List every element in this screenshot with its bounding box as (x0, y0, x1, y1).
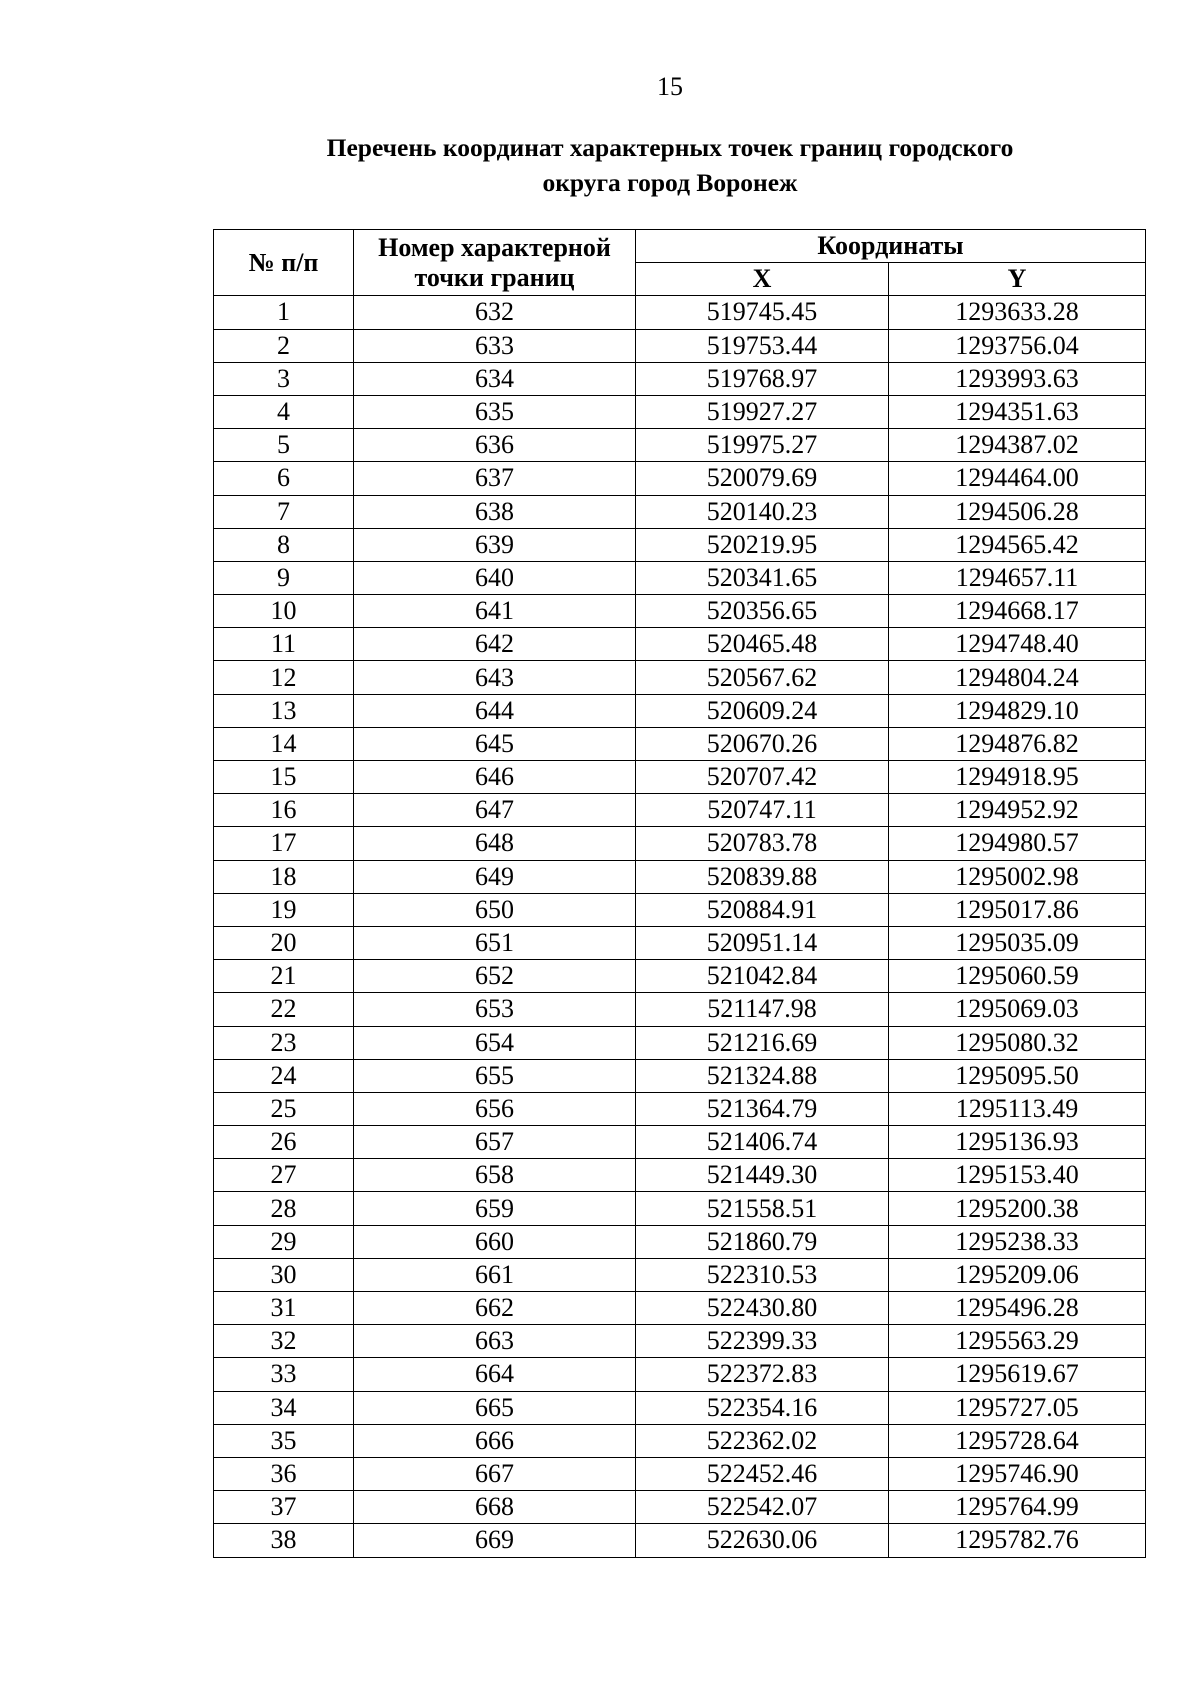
row-number-cell: 21 (214, 960, 354, 993)
title-line-2: округа город Воронеж (542, 168, 798, 197)
point-number-cell: 634 (354, 362, 636, 395)
x-coordinate-cell: 520465.48 (636, 628, 889, 661)
row-number-cell: 24 (214, 1059, 354, 1092)
row-number-cell: 7 (214, 495, 354, 528)
x-coordinate-cell: 522630.06 (636, 1524, 889, 1557)
header-point-line-1: Номер характерной (378, 232, 611, 262)
point-number-cell: 635 (354, 395, 636, 428)
table-row (214, 628, 1146, 661)
row-number-cell: 16 (214, 794, 354, 827)
point-number-cell: 644 (354, 694, 636, 727)
y-coordinate-cell: 1295764.99 (889, 1491, 1146, 1524)
y-coordinate-cell: 1295209.06 (889, 1258, 1146, 1291)
table-row (214, 926, 1146, 959)
table-row (214, 429, 1146, 462)
x-coordinate-cell: 520140.23 (636, 495, 889, 528)
table-row (214, 462, 1146, 495)
x-coordinate-cell: 520707.42 (636, 761, 889, 794)
point-number-cell: 667 (354, 1457, 636, 1490)
header-x: X (636, 263, 889, 296)
y-coordinate-cell: 1294668.17 (889, 595, 1146, 628)
row-number-cell: 6 (214, 462, 354, 495)
y-coordinate-cell: 1295080.32 (889, 1026, 1146, 1059)
point-number-cell: 638 (354, 495, 636, 528)
table-row (214, 727, 1146, 760)
point-number-cell: 666 (354, 1424, 636, 1457)
row-number-cell: 28 (214, 1192, 354, 1225)
point-number-cell: 636 (354, 429, 636, 462)
point-number-cell: 632 (354, 296, 636, 329)
table-body (214, 296, 1146, 1557)
header-point (354, 230, 636, 296)
row-number-cell: 18 (214, 860, 354, 893)
point-number-cell: 640 (354, 561, 636, 594)
row-number-cell: 22 (214, 993, 354, 1026)
row-number-cell: 4 (214, 395, 354, 428)
row-number-cell: 29 (214, 1225, 354, 1258)
x-coordinate-cell: 520670.26 (636, 727, 889, 760)
table-row (214, 960, 1146, 993)
y-coordinate-cell: 1294748.40 (889, 628, 1146, 661)
y-coordinate-cell: 1294876.82 (889, 727, 1146, 760)
table-row (214, 1159, 1146, 1192)
table-row (214, 1457, 1146, 1490)
row-number-cell: 12 (214, 661, 354, 694)
x-coordinate-cell: 522542.07 (636, 1491, 889, 1524)
row-number-cell: 37 (214, 1491, 354, 1524)
table-row (214, 761, 1146, 794)
row-number-cell: 31 (214, 1292, 354, 1325)
row-number-cell: 3 (214, 362, 354, 395)
x-coordinate-cell: 519975.27 (636, 429, 889, 462)
row-number-cell: 38 (214, 1524, 354, 1557)
x-coordinate-cell: 520839.88 (636, 860, 889, 893)
x-coordinate-cell: 520783.78 (636, 827, 889, 860)
table-row (214, 1524, 1146, 1557)
table-row (214, 1059, 1146, 1092)
coordinates-table (213, 229, 1146, 1558)
point-number-cell: 649 (354, 860, 636, 893)
y-coordinate-cell: 1295200.38 (889, 1192, 1146, 1225)
x-coordinate-cell: 521324.88 (636, 1059, 889, 1092)
row-number-cell: 25 (214, 1092, 354, 1125)
y-coordinate-cell: 1294565.42 (889, 528, 1146, 561)
table-row (214, 1126, 1146, 1159)
point-number-cell: 651 (354, 926, 636, 959)
y-coordinate-cell: 1295563.29 (889, 1325, 1146, 1358)
x-coordinate-cell: 521860.79 (636, 1225, 889, 1258)
row-number-cell: 27 (214, 1159, 354, 1192)
y-coordinate-cell: 1295496.28 (889, 1292, 1146, 1325)
x-coordinate-cell: 522310.53 (636, 1258, 889, 1291)
table-row (214, 1258, 1146, 1291)
point-number-cell: 661 (354, 1258, 636, 1291)
x-coordinate-cell: 522430.80 (636, 1292, 889, 1325)
point-number-cell: 669 (354, 1524, 636, 1557)
x-coordinate-cell: 521042.84 (636, 960, 889, 993)
point-number-cell: 641 (354, 595, 636, 628)
table-row (214, 1358, 1146, 1391)
y-coordinate-cell: 1295017.86 (889, 893, 1146, 926)
point-number-cell: 658 (354, 1159, 636, 1192)
row-number-cell: 17 (214, 827, 354, 860)
point-number-cell: 643 (354, 661, 636, 694)
y-coordinate-cell: 1294952.92 (889, 794, 1146, 827)
header-coordinates: Координаты (636, 230, 1146, 263)
header-y: Y (889, 263, 1146, 296)
y-coordinate-cell: 1293993.63 (889, 362, 1146, 395)
point-number-cell: 639 (354, 528, 636, 561)
y-coordinate-cell: 1295136.93 (889, 1126, 1146, 1159)
header-num: № п/п (214, 230, 354, 296)
y-coordinate-cell: 1295153.40 (889, 1159, 1146, 1192)
x-coordinate-cell: 522452.46 (636, 1457, 889, 1490)
point-number-cell: 655 (354, 1059, 636, 1092)
point-number-cell: 654 (354, 1026, 636, 1059)
x-coordinate-cell: 520567.62 (636, 661, 889, 694)
row-number-cell: 32 (214, 1325, 354, 1358)
table-row (214, 794, 1146, 827)
row-number-cell: 13 (214, 694, 354, 727)
point-number-cell: 637 (354, 462, 636, 495)
y-coordinate-cell: 1295035.09 (889, 926, 1146, 959)
x-coordinate-cell: 521558.51 (636, 1192, 889, 1225)
row-number-cell: 26 (214, 1126, 354, 1159)
point-number-cell: 668 (354, 1491, 636, 1524)
table-row (214, 1192, 1146, 1225)
table-row (214, 395, 1146, 428)
x-coordinate-cell: 520609.24 (636, 694, 889, 727)
table-row (214, 1491, 1146, 1524)
point-number-cell: 662 (354, 1292, 636, 1325)
point-number-cell: 648 (354, 827, 636, 860)
row-number-cell: 19 (214, 893, 354, 926)
table-row (214, 1225, 1146, 1258)
point-number-cell: 650 (354, 893, 636, 926)
y-coordinate-cell: 1295060.59 (889, 960, 1146, 993)
row-number-cell: 5 (214, 429, 354, 462)
header-point-line-2: точки границ (414, 262, 575, 292)
x-coordinate-cell: 520951.14 (636, 926, 889, 959)
x-coordinate-cell: 522399.33 (636, 1325, 889, 1358)
x-coordinate-cell: 522354.16 (636, 1391, 889, 1424)
row-number-cell: 35 (214, 1424, 354, 1457)
point-number-cell: 653 (354, 993, 636, 1026)
table-row (214, 1325, 1146, 1358)
point-number-cell: 659 (354, 1192, 636, 1225)
table-row (214, 993, 1146, 1026)
table-row (214, 860, 1146, 893)
y-coordinate-cell: 1295113.49 (889, 1092, 1146, 1125)
row-number-cell: 36 (214, 1457, 354, 1490)
y-coordinate-cell: 1295728.64 (889, 1424, 1146, 1457)
point-number-cell: 663 (354, 1325, 636, 1358)
y-coordinate-cell: 1294351.63 (889, 395, 1146, 428)
row-number-cell: 20 (214, 926, 354, 959)
x-coordinate-cell: 521147.98 (636, 993, 889, 1026)
y-coordinate-cell: 1295727.05 (889, 1391, 1146, 1424)
x-coordinate-cell: 522372.83 (636, 1358, 889, 1391)
table-row (214, 595, 1146, 628)
row-number-cell: 9 (214, 561, 354, 594)
point-number-cell: 647 (354, 794, 636, 827)
point-number-cell: 646 (354, 761, 636, 794)
page-number: 15 (657, 72, 683, 101)
y-coordinate-cell: 1293756.04 (889, 329, 1146, 362)
point-number-cell: 656 (354, 1092, 636, 1125)
title-line-1: Перечень координат характерных точек границ городского (326, 133, 1014, 162)
row-number-cell: 8 (214, 528, 354, 561)
x-coordinate-cell: 519745.45 (636, 296, 889, 329)
y-coordinate-cell: 1294829.10 (889, 694, 1146, 727)
y-coordinate-cell: 1295746.90 (889, 1457, 1146, 1490)
y-coordinate-cell: 1295095.50 (889, 1059, 1146, 1092)
x-coordinate-cell: 521406.74 (636, 1126, 889, 1159)
y-coordinate-cell: 1294506.28 (889, 495, 1146, 528)
point-number-cell: 642 (354, 628, 636, 661)
x-coordinate-cell: 522362.02 (636, 1424, 889, 1457)
point-number-cell: 652 (354, 960, 636, 993)
x-coordinate-cell: 520341.65 (636, 561, 889, 594)
table-row (214, 1092, 1146, 1125)
point-number-cell: 665 (354, 1391, 636, 1424)
x-coordinate-cell: 519768.97 (636, 362, 889, 395)
y-coordinate-cell: 1295238.33 (889, 1225, 1146, 1258)
y-coordinate-cell: 1295069.03 (889, 993, 1146, 1026)
point-number-cell: 657 (354, 1126, 636, 1159)
x-coordinate-cell: 521449.30 (636, 1159, 889, 1192)
x-coordinate-cell: 520747.11 (636, 794, 889, 827)
row-number-cell: 1 (214, 296, 354, 329)
y-coordinate-cell: 1293633.28 (889, 296, 1146, 329)
table-row (214, 495, 1146, 528)
x-coordinate-cell: 520356.65 (636, 595, 889, 628)
table-row (214, 362, 1146, 395)
x-coordinate-cell: 519753.44 (636, 329, 889, 362)
y-coordinate-cell: 1295782.76 (889, 1524, 1146, 1557)
table-row (214, 329, 1146, 362)
x-coordinate-cell: 521364.79 (636, 1092, 889, 1125)
row-number-cell: 2 (214, 329, 354, 362)
y-coordinate-cell: 1294980.57 (889, 827, 1146, 860)
x-coordinate-cell: 520884.91 (636, 893, 889, 926)
table-row (214, 1424, 1146, 1457)
y-coordinate-cell: 1294918.95 (889, 761, 1146, 794)
table-row (214, 528, 1146, 561)
row-number-cell: 34 (214, 1391, 354, 1424)
table-row (214, 1292, 1146, 1325)
row-number-cell: 33 (214, 1358, 354, 1391)
point-number-cell: 633 (354, 329, 636, 362)
row-number-cell: 14 (214, 727, 354, 760)
x-coordinate-cell: 520079.69 (636, 462, 889, 495)
row-number-cell: 15 (214, 761, 354, 794)
y-coordinate-cell: 1294804.24 (889, 661, 1146, 694)
row-number-cell: 30 (214, 1258, 354, 1291)
row-number-cell: 10 (214, 595, 354, 628)
y-coordinate-cell: 1294464.00 (889, 462, 1146, 495)
point-number-cell: 645 (354, 727, 636, 760)
row-number-cell: 11 (214, 628, 354, 661)
table-row (214, 561, 1146, 594)
table-row (214, 296, 1146, 329)
table-row (214, 661, 1146, 694)
page-title (0, 130, 1200, 200)
x-coordinate-cell: 520219.95 (636, 528, 889, 561)
table-row (214, 694, 1146, 727)
table-row (214, 1391, 1146, 1424)
table-row (214, 1026, 1146, 1059)
table-row (214, 827, 1146, 860)
x-coordinate-cell: 521216.69 (636, 1026, 889, 1059)
x-coordinate-cell: 519927.27 (636, 395, 889, 428)
point-number-cell: 664 (354, 1358, 636, 1391)
y-coordinate-cell: 1295002.98 (889, 860, 1146, 893)
point-number-cell: 660 (354, 1225, 636, 1258)
y-coordinate-cell: 1295619.67 (889, 1358, 1146, 1391)
y-coordinate-cell: 1294657.11 (889, 561, 1146, 594)
row-number-cell: 23 (214, 1026, 354, 1059)
table-row (214, 893, 1146, 926)
y-coordinate-cell: 1294387.02 (889, 429, 1146, 462)
